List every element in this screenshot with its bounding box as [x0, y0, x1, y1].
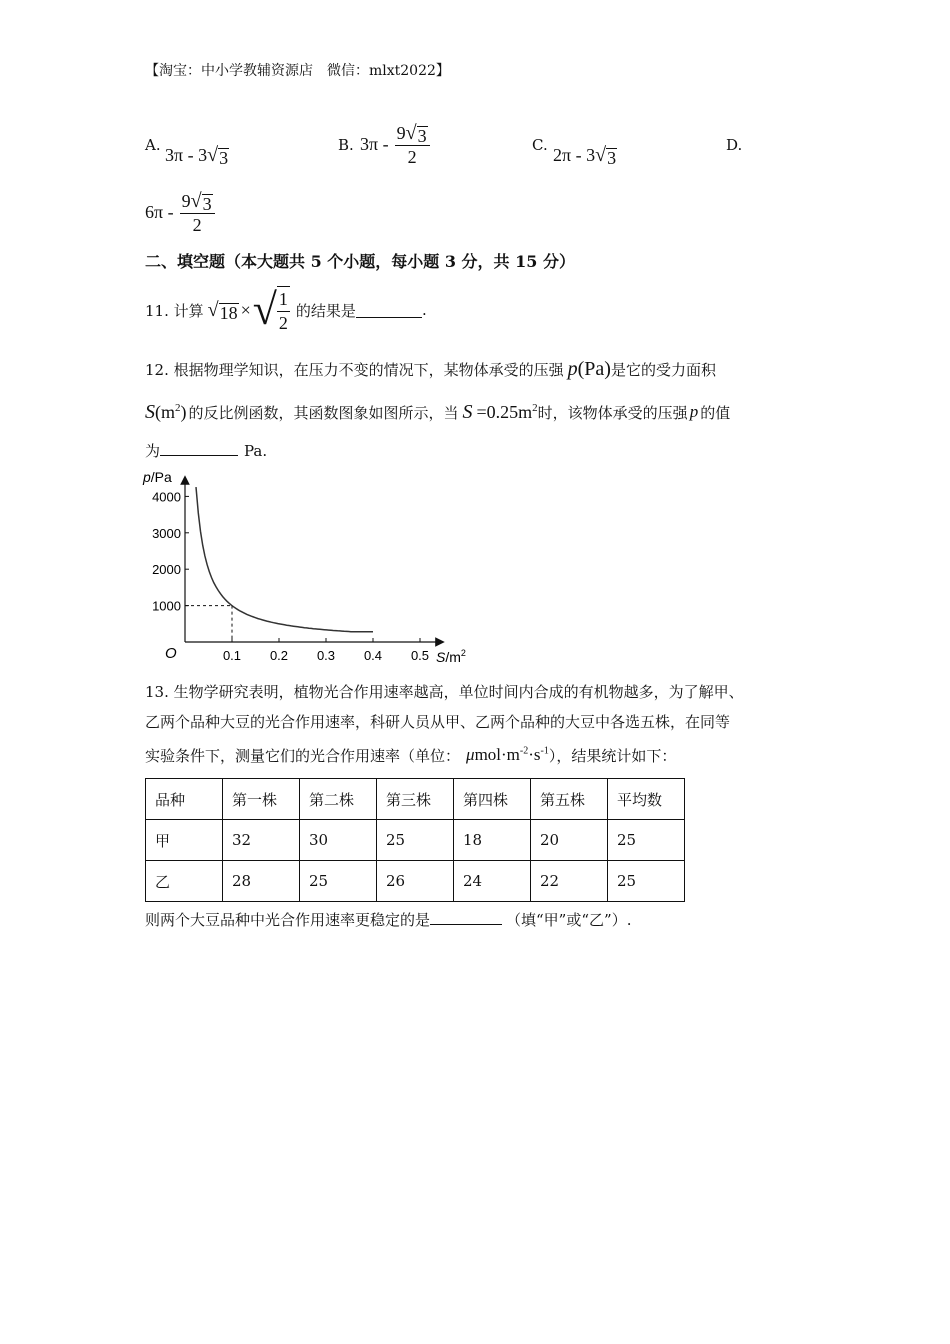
section-title: 二、填空题（本大题共 5 个小题，每小题 3 分，共 15 分） — [145, 252, 575, 271]
table-row — [146, 820, 685, 861]
table-header-cell: 平均数 — [608, 779, 685, 820]
table-cell: 20 — [531, 820, 608, 861]
table-cell: 28 — [223, 861, 300, 902]
question-11: 11. 计算 √ 18 × √ $\frac{1}{2}$ 的结果是 . — [145, 285, 427, 334]
y-tick-label: 1000 — [152, 598, 181, 614]
table-header-cell: 第五株 — [531, 779, 608, 820]
inverse-proportion-curve — [196, 487, 373, 632]
table-cell: 18 — [454, 820, 531, 861]
origin-label: O — [165, 645, 177, 662]
table-header-cell: 第一株 — [223, 779, 300, 820]
y-tick-label: 3000 — [152, 525, 181, 541]
table-header-cell: 品种 — [146, 779, 223, 820]
option-b-label: B. — [338, 136, 354, 154]
photosynthesis-table — [145, 778, 685, 902]
y-tick-label: 4000 — [152, 489, 181, 505]
table-header-row — [146, 779, 685, 820]
table-cell: 25 — [608, 861, 685, 902]
table-cell: 25 — [300, 861, 377, 902]
option-b-expr: 3π - 9 √ 3 2 — [360, 118, 430, 170]
x-tick-label: 0.5 — [410, 648, 430, 663]
option-a-expr: 3π - 3 √ 3 — [165, 144, 229, 168]
answer-blank-12[interactable] — [160, 441, 238, 456]
table-cell: 30 — [300, 820, 377, 861]
table-header-cell: 第二株 — [300, 779, 377, 820]
x-tick-label: 0.1 — [222, 648, 242, 663]
table-row — [146, 861, 685, 902]
question-12-line2: S $(m^2)$ 的反比例函数，其函数图象如图所示，当 S $=0.25m^2$ 时，该物体承受的压强 p 的值 — [145, 400, 731, 423]
question-13-line2: 乙两个品种大豆的光合作用速率，科研人员从甲、乙两个品种的大豆中各选五株，在同等 — [145, 713, 731, 731]
question-13-line3: 实验条件下，测量它们的光合作用速率（单位： $\mu mol\cdot m^{-2}\cdot s^{-1}$ ），结果统计如下： — [145, 745, 677, 765]
x-tick-label: 0.2 — [269, 648, 289, 663]
table-header-cell: 第四株 — [454, 779, 531, 820]
x-tick-label: 0.4 — [363, 648, 383, 663]
page-header: 【淘宝：中小学教辅资源店 微信：mlxt2022】 — [145, 63, 450, 79]
table-cell: 24 — [454, 861, 531, 902]
question-13-line1: 13. 生物学研究表明，植物光合作用速率越高，单位时间内合成的有机物越多，为了解甲、 — [145, 683, 744, 701]
question-13-prompt: 则两个大豆品种中光合作用速率更稳定的是 （填“甲”或“乙”）. — [145, 911, 632, 929]
answer-blank-13[interactable] — [430, 910, 502, 925]
table-cell: 乙 — [146, 861, 223, 902]
table-cell: 甲 — [146, 820, 223, 861]
option-d-expr: 6π - 9 √ 3 2 — [145, 186, 215, 238]
pressure-area-chart — [140, 462, 480, 672]
x-tick-label: 0.3 — [316, 648, 336, 663]
answer-blank-11[interactable] — [356, 303, 422, 318]
option-c-expr: 2π - 3 √ 3 — [553, 144, 617, 168]
table-cell: 22 — [531, 861, 608, 902]
table-cell: 26 — [377, 861, 454, 902]
y-axis-label: p/Pa — [143, 469, 172, 485]
table-cell: 25 — [377, 820, 454, 861]
table-cell: 32 — [223, 820, 300, 861]
option-d-label: D. — [726, 136, 743, 154]
question-12-line3: 为 Pa. — [145, 442, 268, 460]
option-c-label: C. — [532, 136, 548, 154]
table-cell: 25 — [608, 820, 685, 861]
question-12-line1: 12. 根据物理学知识，在压力不变的情况下，某物体承受的压强 p (Pa) 是它的受力面积 — [145, 357, 716, 380]
option-a-label: A. — [145, 136, 161, 154]
y-tick-label: 2000 — [152, 562, 181, 578]
table-header-cell: 第三株 — [377, 779, 454, 820]
x-axis-label: $S/m^2$ — [436, 648, 466, 665]
